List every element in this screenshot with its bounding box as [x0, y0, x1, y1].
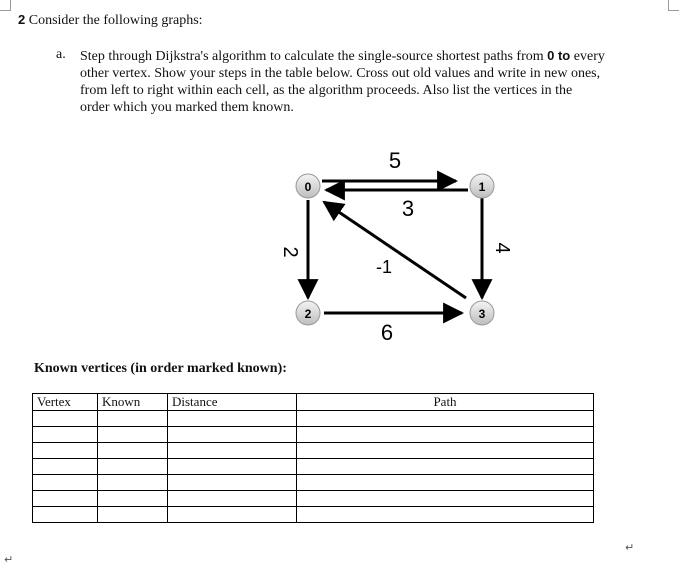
weight-1-to-3: 4	[491, 242, 513, 254]
table-header-row	[33, 394, 594, 411]
vertex-cell[interactable]	[33, 427, 98, 443]
vertex-cell[interactable]	[33, 491, 98, 507]
instructions-text-before: Step through Dijkstra's algorithm to calculate the single-source shortest paths from	[80, 49, 548, 64]
weight-3-to-0: -1	[375, 257, 393, 277]
path-cell[interactable]	[297, 491, 594, 507]
known-cell[interactable]	[98, 459, 168, 475]
page-corner-top-left	[0, 0, 11, 11]
question-number: 2	[18, 12, 26, 27]
distance-cell[interactable]	[168, 427, 297, 443]
column-header-vertex: Vertex	[33, 394, 98, 411]
known-vertices-label: Known vertices (in order marked known):	[34, 361, 287, 376]
node-3-label: 3	[478, 307, 486, 321]
path-cell[interactable]	[297, 507, 594, 523]
vertex-cell[interactable]	[33, 411, 98, 427]
graph-node-2	[296, 301, 320, 325]
graph-node-1	[470, 174, 494, 198]
edge-3-to-0	[324, 202, 466, 298]
known-cell[interactable]	[98, 427, 168, 443]
vertex-cell[interactable]	[33, 507, 98, 523]
known-cell[interactable]	[98, 507, 168, 523]
path-cell[interactable]	[297, 475, 594, 491]
path-cell[interactable]	[297, 459, 594, 475]
distance-cell[interactable]	[168, 491, 297, 507]
known-cell[interactable]	[98, 491, 168, 507]
vertex-cell[interactable]	[33, 443, 98, 459]
paragraph-return-mark-right: ↵	[625, 541, 635, 554]
vertex-cell[interactable]	[33, 459, 98, 475]
known-cell[interactable]	[98, 475, 168, 491]
instructions-text-after: every other vertex. Show your steps in the table below. Cross out old values and write in new ones, from left to right within each cell, as the algorithm proceeds. Also list the vertices in the order which you marked them known.	[80, 49, 605, 115]
paragraph-return-mark-left: ↵	[4, 553, 14, 566]
table-row	[33, 491, 594, 507]
path-cell[interactable]	[297, 427, 594, 443]
node-2-label: 2	[304, 307, 312, 321]
column-header-distance: Distance	[168, 394, 297, 411]
part-a-instructions	[80, 47, 605, 116]
weight-0-to-1: 5	[388, 148, 402, 173]
distance-cell[interactable]	[168, 411, 297, 427]
distance-cell[interactable]	[168, 507, 297, 523]
page-corner-top-right	[668, 0, 679, 11]
graph-node-0	[296, 174, 320, 198]
weight-0-to-2: 2	[279, 246, 301, 258]
directed-graph	[260, 138, 530, 348]
distance-cell[interactable]	[168, 475, 297, 491]
part-a-label: a.	[56, 47, 66, 62]
vertex-cell[interactable]	[33, 475, 98, 491]
distance-cell[interactable]	[168, 459, 297, 475]
known-cell[interactable]	[98, 411, 168, 427]
distance-cell[interactable]	[168, 443, 297, 459]
known-cell[interactable]	[98, 443, 168, 459]
table-row	[33, 507, 594, 523]
column-header-known: Known	[98, 394, 168, 411]
node-0-label: 0	[304, 180, 312, 194]
dijkstra-steps-table	[32, 393, 594, 523]
table-row	[33, 475, 594, 491]
question-heading	[18, 12, 203, 29]
table-row	[33, 459, 594, 475]
table-row	[33, 427, 594, 443]
column-header-path: Path	[297, 394, 594, 411]
table-row	[33, 443, 594, 459]
weight-1-to-0: 3	[401, 196, 415, 221]
weight-2-to-3: 6	[380, 320, 394, 345]
path-cell[interactable]	[297, 411, 594, 427]
table-row	[33, 411, 594, 427]
graph-node-3	[470, 301, 494, 325]
node-1-label: 1	[478, 180, 486, 194]
question-text: Consider the following graphs:	[25, 13, 203, 28]
path-cell[interactable]	[297, 443, 594, 459]
source-vertex: 0 to	[547, 48, 571, 63]
